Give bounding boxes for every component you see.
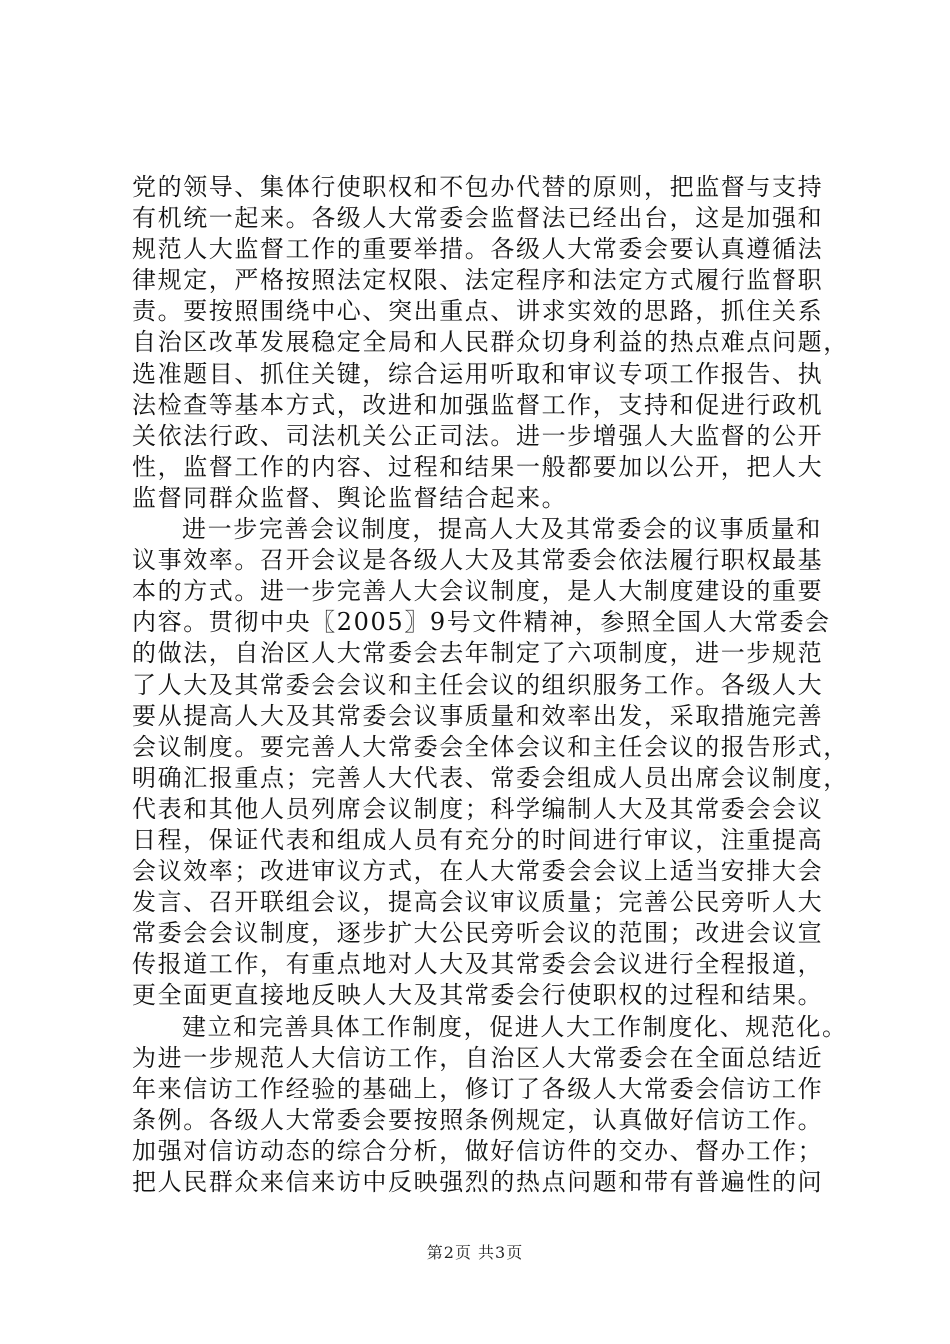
text-line: 明确汇报重点；完善人大代表、常委会组成人员出席会议制度， [132,763,849,792]
text-line: 加强对信访动态的综合分析，做好信访件的交办、督办工作； [132,1136,824,1165]
text-line: 常委会会议制度，逐步扩大公民旁听会议的范围；改进会议宣 [132,919,824,948]
text-line: 了人大及其常委会会议和主任会议的组织服务工作。各级人大 [132,670,824,699]
text-line: 会议制度。要完善人大常委会全体会议和主任会议的报告形式， [132,732,849,761]
text-line: 议事效率。召开会议是各级人大及其常委会依法履行职权最基 [132,546,824,575]
text-line: 进一步完善会议制度，提高人大及其常委会的议事质量和 [182,515,822,544]
text-line: 条例。各级人大常委会要按照条例规定，认真做好信访工作。 [132,1105,824,1134]
text-line: 更全面更直接地反映人大及其常委会行使职权的过程和结果。 [132,981,824,1010]
text-line: 会议效率；改进审议方式，在人大常委会会议上适当安排大会 [132,857,824,886]
text-line: 日程，保证代表和组成人员有充分的时间进行审议，注重提高 [132,825,824,854]
text-line: 性，监督工作的内容、过程和结果一般都要加以公开，把人大 [132,452,824,481]
text-line: 责。要按照围绕中心、突出重点、讲求实效的思路，抓住关系 [132,297,824,326]
text-line: 党的领导、集体行使职权和不包办代替的原则，把监督与支持 [132,173,824,201]
text-line: 法检查等基本方式，改进和加强监督工作，支持和促进行政机 [132,390,824,419]
page-footer: 第2页 共3页 [426,1243,524,1262]
text-line: 传报道工作，有重点地对人大及其常委会会议进行全程报道， [132,950,824,979]
text-line: 有机统一起来。各级人大常委会监督法已经出台，这是加强和 [132,204,824,233]
text-line: 年来信访工作经验的基础上，修订了各级人大常委会信访工作 [132,1074,824,1103]
text-line: 本的方式。进一步完善人大会议制度，是人大制度建设的重要 [132,577,824,606]
text-line: 代表和其他人员列席会议制度；科学编制人大及其常委会会议 [132,794,824,823]
text-line: 关依法行政、司法机关公正司法。进一步增强人大监督的公开 [132,421,824,450]
text-line: 监督同群众监督、舆论监督结合起来。 [132,483,568,512]
text-line: 发言、召开联组会议，提高会议审议质量；完善公民旁听人大 [132,888,824,917]
text-line: 内容。贯彻中央〖2005〗9号文件精神，参照全国人大常委会 [132,608,831,637]
document-body [132,172,849,1198]
text-line: 建立和完善具体工作制度，促进人大工作制度化、规范化。 [182,1012,848,1041]
text-line: 自治区改革发展稳定全局和人民群众切身利益的热点难点问题， [132,328,849,357]
text-line: 的做法，自治区人大常委会去年制定了六项制度，进一步规范 [132,639,824,668]
text-line: 要从提高人大及其常委会议事质量和效率出发，采取措施完善 [132,701,824,730]
text-line: 规范人大监督工作的重要举措。各级人大常委会要认真遵循法 [132,235,824,264]
text-line: 选准题目、抓住关键，综合运用听取和审议专项工作报告、执 [132,359,824,388]
text-line: 律规定，严格按照法定权限、法定程序和法定方式履行监督职 [132,266,824,295]
text-line: 把人民群众来信来访中反映强烈的热点问题和带有普遍性的问 [132,1168,824,1196]
text-line: 为进一步规范人大信访工作，自治区人大常委会在全面总结近 [132,1043,824,1072]
